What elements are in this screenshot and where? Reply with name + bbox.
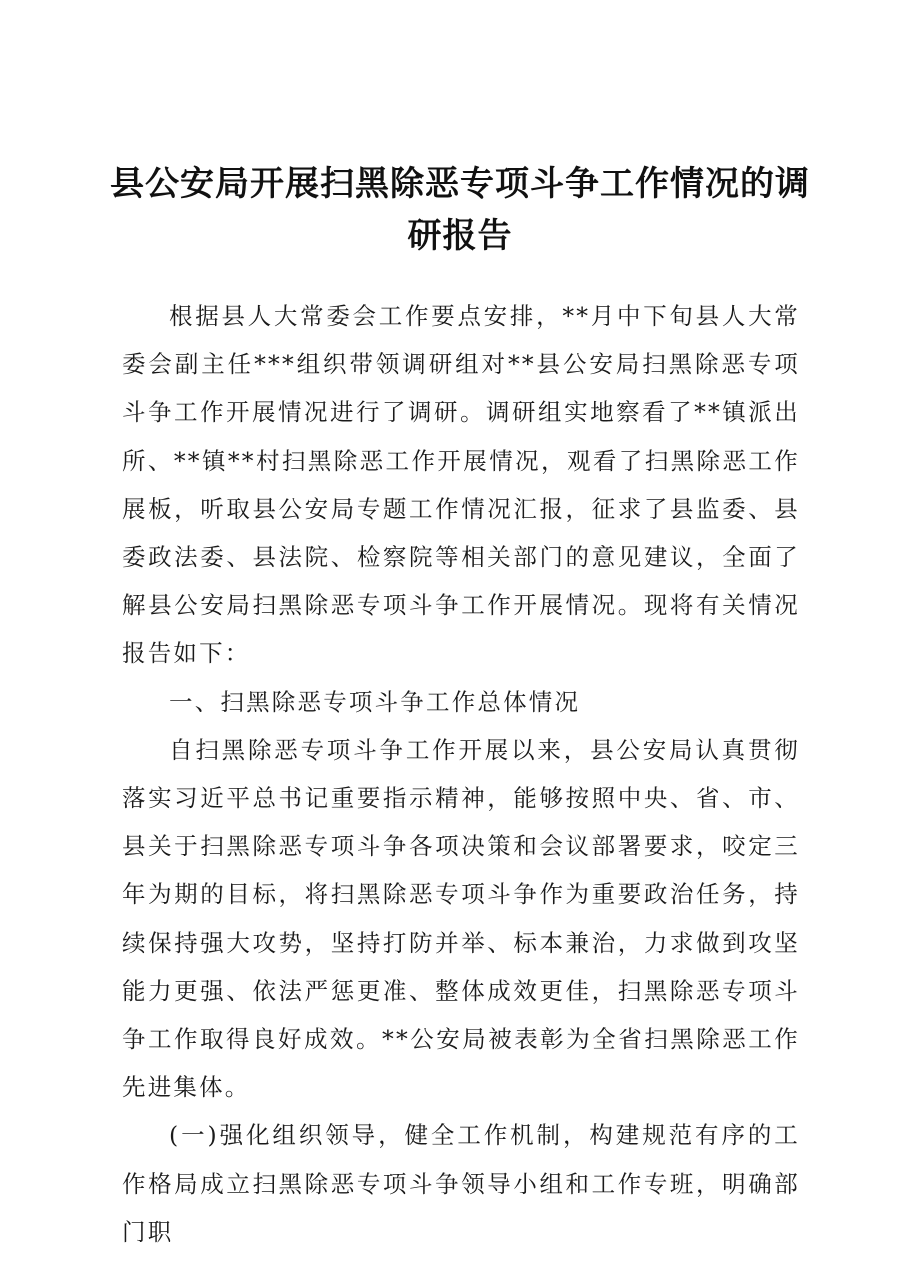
section-heading-1: 一、扫黑除恶专项斗争工作总体情况 [169, 687, 581, 716]
paragraph-overview: 自扫黑除恶专项斗争工作开展以来，县公安局认真贯彻落实习近平总书记重要指示精神，能够按照中央、省、市、县关于扫黑除恶专项斗争各项决策和会议部署要求，咬定三年为期的目标，将扫黑除恶专项斗争作为重要政治任务，持续保持强大攻势，坚持打防并举、标本兼治，力求做到攻坚能力更强、依法严惩更准、整体成效更佳，扫黑除恶专项斗争工作取得良好成效。**公安局被表彰为全省扫黑除恶工作先进集体。 [122, 735, 800, 1102]
document-title: 县公安局开展扫黑除恶专项斗争工作情况的调研报告 [110, 164, 810, 256]
paragraph-subsection-1: (一)强化组织领导，健全工作机制，构建规范有序的工作格局成立扫黑除恶专项斗争领导小组和工作专班，明确部门职 [122, 1121, 800, 1246]
paragraph-intro: 根据县人大常委会工作要点安排，**月中下旬县人大常委会副主任***组织带领调研组对**县公安局扫黑除恶专项斗争工作开展情况进行了调研。调研组实地察看了**镇派出所、**镇**村扫黑除恶工作开展情况，观看了扫黑除恶工作展板，听取县公安局专题工作情况汇报，征求了县监委、县委政法委、县法院、检察院等相关部门的意见建议，全面了解县公安局扫黑除恶专项斗争工作开展情况。现将有关情况报告如下： [122, 302, 800, 668]
document-body [122, 292, 800, 1256]
